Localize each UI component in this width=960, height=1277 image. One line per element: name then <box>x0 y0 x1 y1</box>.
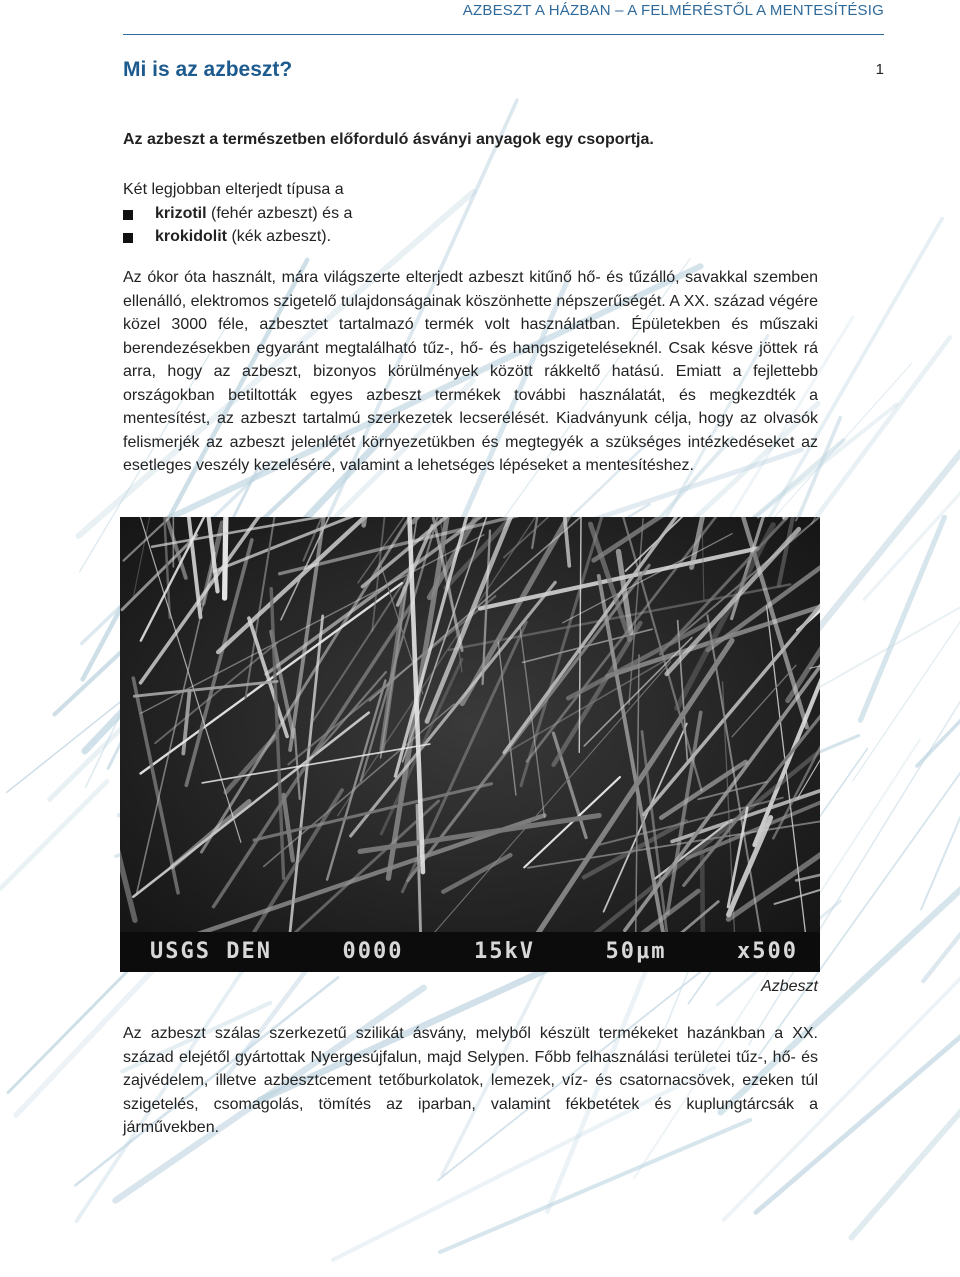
asbestos-types <box>123 178 818 249</box>
micrograph-scale-bar <box>120 939 820 964</box>
header-title: AZBESZT A HÁZBAN – A FELMÉRÉSTŐL A MENTESÍTÉSIG <box>462 2 884 19</box>
type-name: krizotil <box>155 204 207 222</box>
type-desc: (kék azbeszt). <box>227 228 332 245</box>
list-item <box>123 202 818 226</box>
types-list <box>123 202 818 249</box>
page-number: 1 <box>875 61 884 78</box>
lead-sentence: Az azbeszt a természetben előforduló ásványi anyagok egy csoportja. <box>123 131 654 148</box>
running-header <box>0 0 960 40</box>
overlay-magnification: x500 <box>736 939 798 964</box>
overlay-lab: USGS DEN <box>150 939 272 964</box>
type-name: krokidolit <box>155 228 228 245</box>
page-heading: Mi is az azbeszt? <box>123 58 293 81</box>
overlay-id: 0000 <box>342 939 404 964</box>
micrograph-fibers <box>120 517 820 972</box>
body-paragraph-1: Az ókor óta használt, mára világszerte elterjedt azbeszt kitűnő hő- és tűzálló, savakkal szemben ellenálló, elektromos szigetelő tulajdonságainak köszönhette népszerűségét. A XX. század végére közel 3000 féle, azbesztet tartalmazó termék volt használatban. Épületekben és műszaki berendezésekben egyaránt megtalálható tűz-, hő- és hangszigeteléseknél. Csak késve jöttek rá arra, hogy az azbeszt, bizonyos körülmények között rákkeltő hatású. Emiatt a fejlettebb országokban betiltották egyes azbeszt termékek további használatát, és megkezdték a mentesítést, az azbeszt tartalmú szerkezetek lecserélését. Kiadványunk célja, hogy az olvasók felismerjék az azbeszt jelenlétét környezetükben és megtegyék a szükséges intézkedéseket az esetleges veszély kezelésére, valamint a lehetséges lépéseket a mentesítéshez. <box>123 269 818 474</box>
body-paragraph-2: Az azbeszt szálas szerkezetű szilikát ásvány, melyből készült termékeket hazánkban a XX. század elejétől gyártottak Nyergesújfalun, majd Selypen. Főbb felhasználási területei tűz-, hő- és zajvédelem, illetve azbesztcement tetőburkolatok, lemezek, víz- és csatornacsövek, ezeken túl szigetelés, csomagolás, tömítés az iparban, valamint fékbetétek és kuplungtárcsák a járművekben. <box>123 1025 818 1136</box>
list-item <box>123 225 818 249</box>
header-rule <box>123 34 884 35</box>
overlay-scale: 50μm <box>605 939 667 964</box>
overlay-voltage: 15kV <box>473 939 535 964</box>
asbestos-micrograph-image <box>120 517 820 972</box>
bullet-square-icon <box>123 233 133 243</box>
types-intro: Két legjobban elterjedt típusa a <box>123 181 344 198</box>
type-desc: (fehér azbeszt) és a <box>206 204 353 222</box>
image-caption: Azbeszt <box>761 978 818 995</box>
bullet-square-icon <box>123 210 133 220</box>
